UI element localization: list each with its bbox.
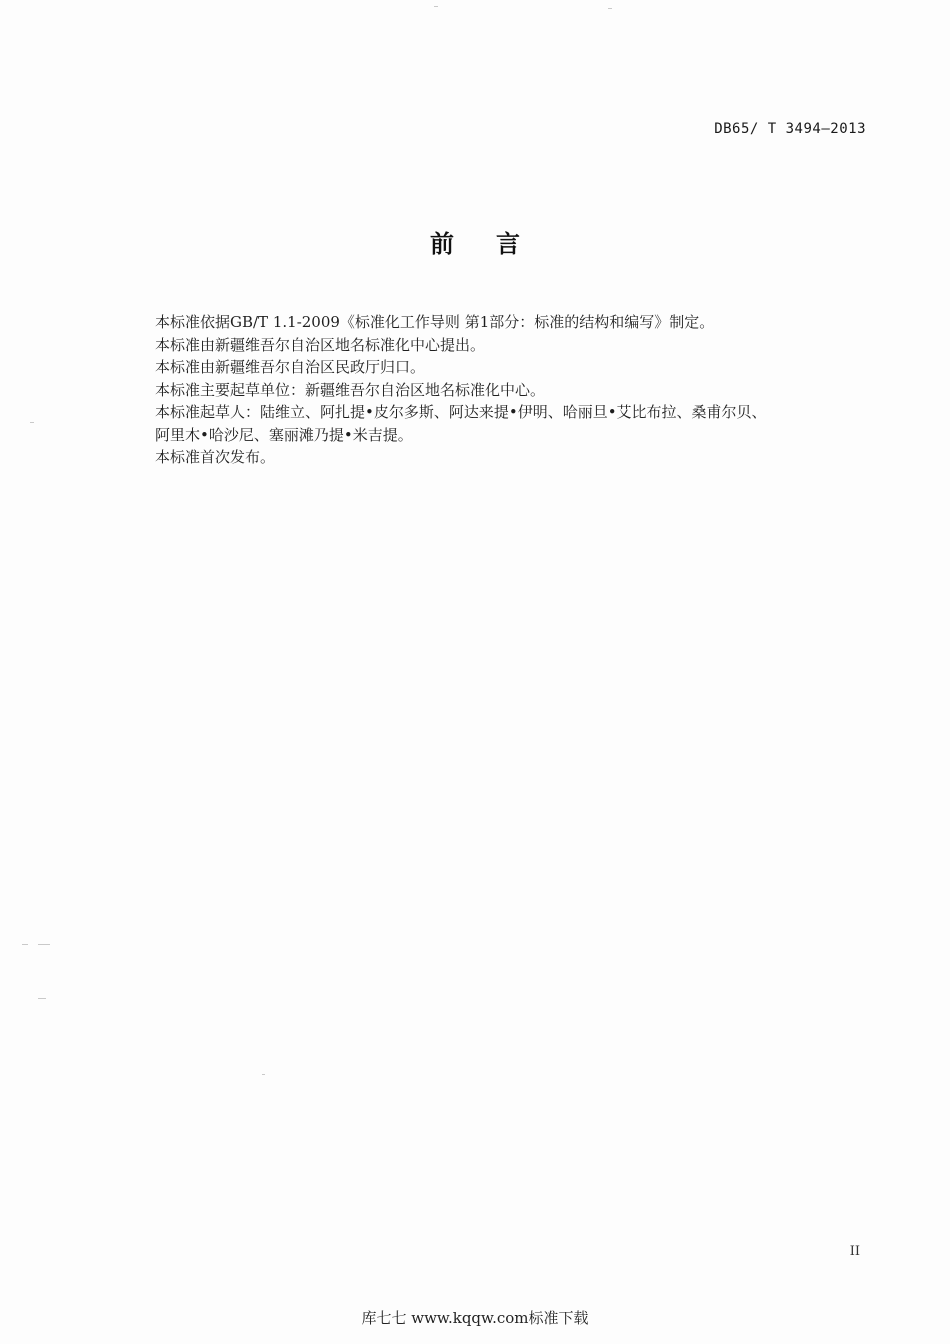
- scan-speck: [30, 422, 34, 423]
- paragraph-basis: 本标准依据GB/T 1.1-2009《标准化工作导则 第1部分：标准的结构和编写》制定。: [155, 313, 715, 331]
- paragraph-drafting-unit: 本标准主要起草单位：新疆维吾尔自治区地名标准化中心。: [155, 380, 546, 399]
- paragraph-administrator: 本标准由新疆维吾尔自治区民政厅归口。: [155, 358, 426, 376]
- paragraph-first-release: 本标准首次发布。: [155, 448, 276, 466]
- paragraph-proposer: 本标准由新疆维吾尔自治区地名标准化中心提出。: [155, 335, 486, 354]
- section-title: 前言: [430, 230, 562, 258]
- standard-code: DB65/ T 3494—2013: [714, 121, 866, 137]
- scan-speck: [38, 944, 50, 945]
- paragraph-drafters-line1: 本标准起草人：陆维立、阿扎提•皮尔多斯、阿达来提•伊明、哈丽旦•艾比布拉、桑甫尔贝、: [155, 403, 767, 421]
- footer-watermark: 库七七 www.kqqw.com标准下载: [361, 1309, 589, 1327]
- scan-speck: [262, 1074, 265, 1075]
- scan-speck: [608, 8, 612, 9]
- foreword-body: [155, 311, 865, 469]
- scan-speck: [22, 944, 28, 945]
- paragraph-drafters-line2: 阿里木•哈沙尼、塞丽滩乃提•米吉提。: [155, 425, 413, 444]
- page-number: II: [849, 1244, 860, 1259]
- scan-speck: [434, 6, 438, 7]
- scan-speck: [38, 998, 46, 999]
